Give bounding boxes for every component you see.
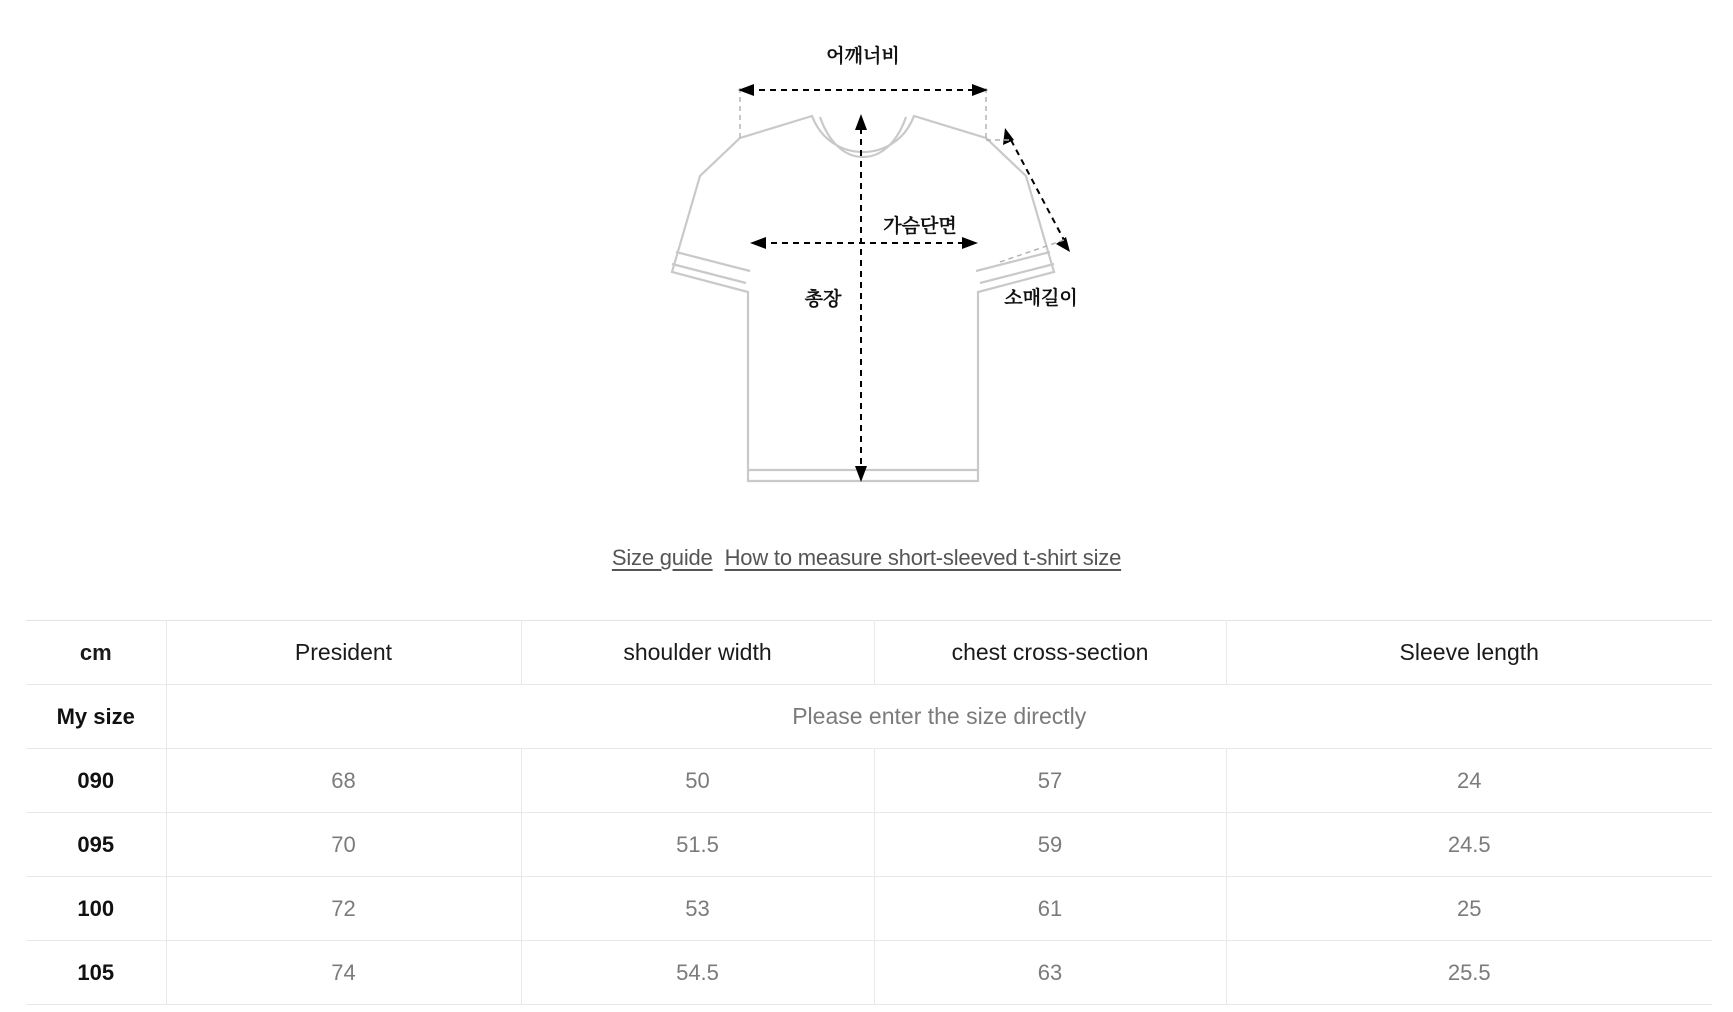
row-label-100: 100 — [26, 877, 166, 941]
sleeve-length-arrow — [1011, 140, 1064, 240]
cell-090-shoulder: 50 — [521, 749, 874, 813]
label-total-length: 총장 — [804, 289, 842, 310]
cell-095-president: 70 — [166, 813, 521, 877]
header-unit: cm — [26, 621, 166, 685]
sleeve-guide-line — [986, 140, 1064, 262]
shoulder-guide-lines — [740, 88, 986, 140]
cell-100-president: 72 — [166, 877, 521, 941]
cell-095-sleeve: 24.5 — [1226, 813, 1712, 877]
cell-100-chest: 61 — [874, 877, 1226, 941]
arrow-head-left — [750, 237, 766, 249]
table-row — [26, 877, 1712, 941]
size-guide-link[interactable]: Size guide — [611, 545, 713, 570]
cell-090-president: 68 — [166, 749, 521, 813]
cell-105-shoulder: 54.5 — [521, 941, 874, 1005]
cell-090-chest: 57 — [874, 749, 1226, 813]
cell-100-sleeve: 25 — [1226, 877, 1712, 941]
arrow-head-up — [855, 114, 867, 130]
cell-105-chest: 63 — [874, 941, 1226, 1005]
arrow-head-right — [962, 237, 978, 249]
header-sleeve-length: Sleeve length — [1226, 621, 1712, 685]
table-row — [26, 813, 1712, 877]
label-shoulder-width: 어깨너비 — [826, 46, 900, 67]
my-size-row[interactable] — [26, 685, 1712, 749]
cell-105-president: 74 — [166, 941, 521, 1005]
cell-095-chest: 59 — [874, 813, 1226, 877]
size-table — [26, 620, 1712, 1005]
table-header-row — [26, 621, 1712, 685]
size-table-wrapper — [26, 620, 1712, 1005]
tshirt-outline-icon — [672, 116, 1054, 481]
label-sleeve-length: 소매길이 — [1004, 288, 1078, 309]
arrow-head-down — [855, 466, 867, 482]
row-label-105: 105 — [26, 941, 166, 1005]
row-label-095: 095 — [26, 813, 166, 877]
tshirt-measurement-diagram — [0, 0, 1733, 500]
cell-105-sleeve: 25.5 — [1226, 941, 1712, 1005]
table-row — [26, 749, 1712, 813]
header-president: President — [166, 621, 521, 685]
table-row — [26, 941, 1712, 1005]
cell-100-shoulder: 53 — [521, 877, 874, 941]
my-size-label: My size — [26, 685, 166, 749]
header-shoulder-width: shoulder width — [521, 621, 874, 685]
arrow-head-down — [1056, 237, 1070, 252]
arrow-head-right — [972, 84, 988, 96]
cell-095-shoulder: 51.5 — [521, 813, 874, 877]
arrow-head-left — [738, 84, 754, 96]
cell-090-sleeve: 24 — [1226, 749, 1712, 813]
row-label-090: 090 — [26, 749, 166, 813]
how-to-measure-link[interactable]: How to measure short-sleeved t-shirt size — [724, 545, 1122, 570]
my-size-input-cell[interactable]: Please enter the size directly — [166, 685, 1712, 749]
header-chest-cross-section: chest cross-section — [874, 621, 1226, 685]
guide-links — [0, 545, 1733, 571]
label-chest-section: 가슴단면 — [883, 216, 957, 237]
